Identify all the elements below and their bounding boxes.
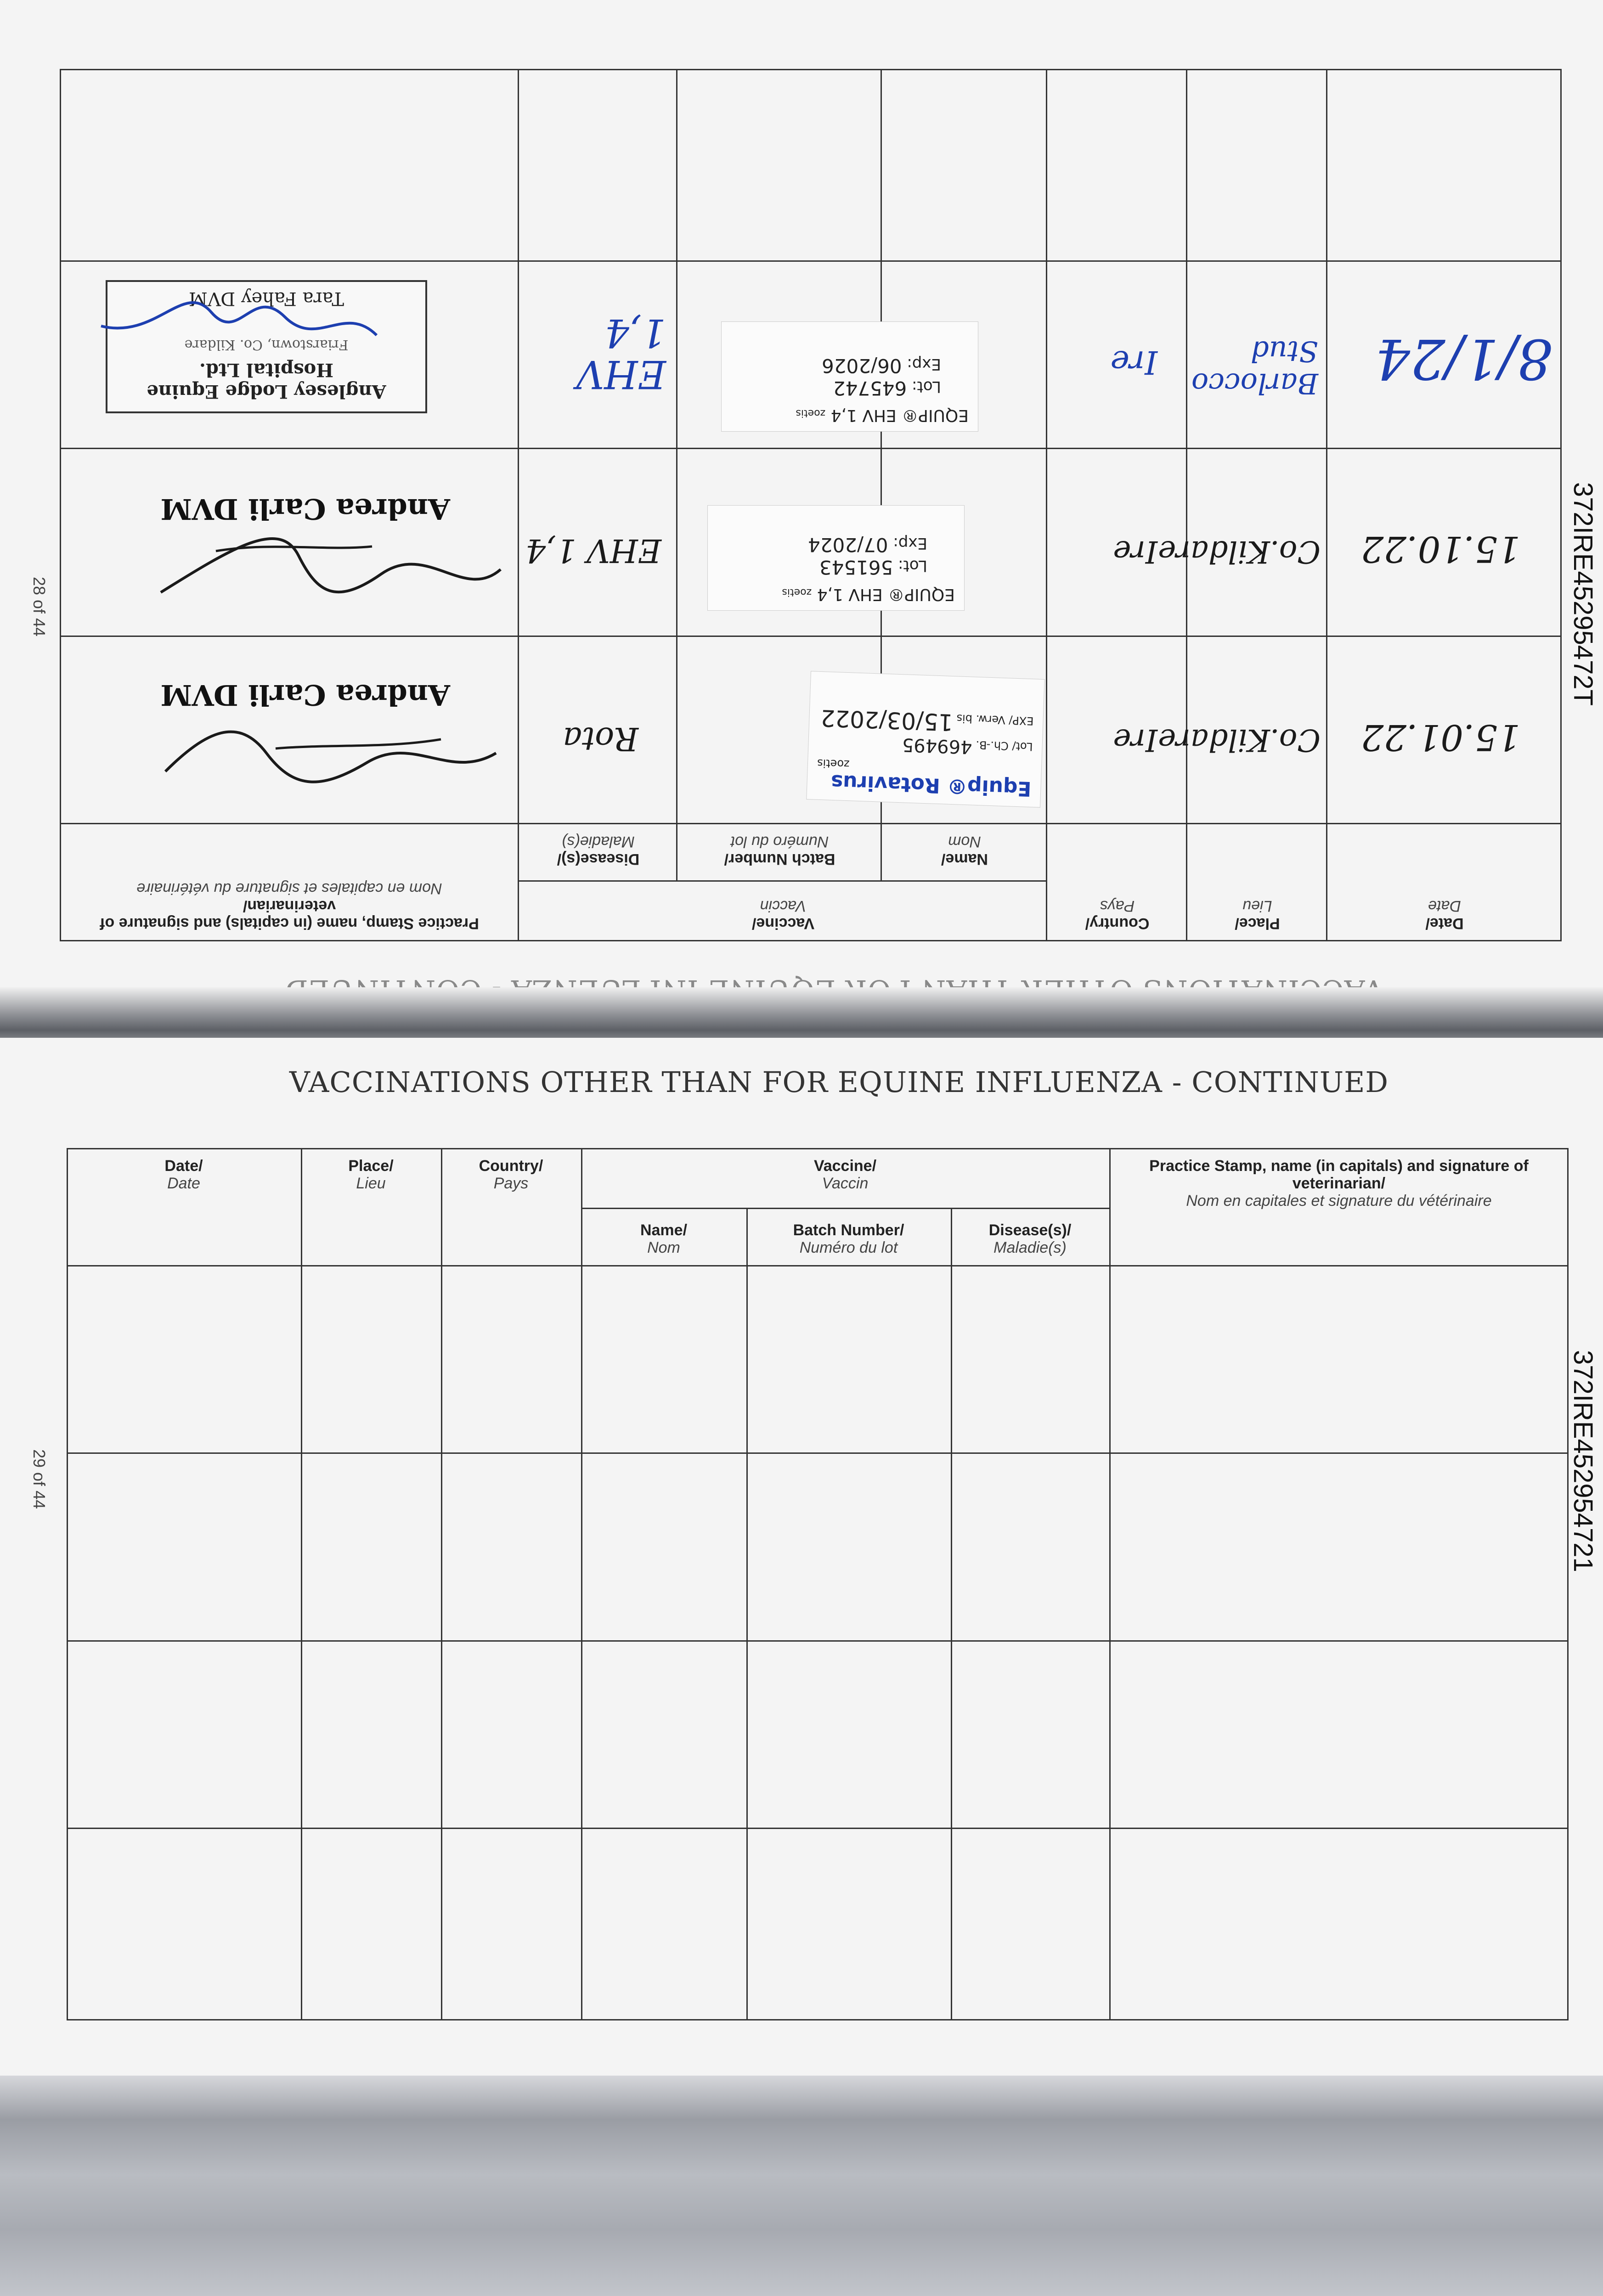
label-lot-caption: Lot: (898, 557, 927, 575)
header-name: Name/ Nom (640, 1221, 688, 1256)
column-rule (1326, 69, 1327, 941)
header-vaccine: Vaccine/ Vaccin (813, 1157, 877, 1192)
label-exp: 15/03/2022 (820, 704, 954, 736)
row-rule (67, 1640, 1569, 1642)
entry-3-disease: EHV 1,4 (576, 310, 666, 397)
header-stamp: Practice Stamp, name (in capitals) and signature of veterinarian/ Nom en capitales et signature du vétérinaire (1149, 1157, 1529, 1210)
book-cover (0, 2076, 1603, 2296)
signature-entry-1 (138, 716, 505, 808)
entry-1-disease: Rota (563, 720, 638, 758)
header-batch: Batch Number/ Numéro du lot (724, 833, 835, 868)
label-exp-caption: Exp: (907, 355, 941, 373)
vaccination-table-page-28 (60, 69, 1562, 941)
row-rule (60, 448, 1562, 449)
label-brand: EQUIP® EHV 1,4 (817, 585, 955, 604)
column-rule (746, 1208, 748, 2020)
column-rule (441, 1148, 442, 2020)
label-exp-caption: EXP/ Verw. bis (956, 712, 1034, 728)
page-number-29: 29 of 44 (30, 1449, 49, 1509)
header-place: Place/ Lieu (348, 1157, 394, 1192)
header-country: Country/ Pays (1085, 897, 1150, 932)
entry-2-place: Co.Kildare (1158, 534, 1321, 569)
signature-entry-2 (142, 528, 510, 620)
header-country: Country/ Pays (479, 1157, 543, 1192)
label-lot: 645742 (833, 377, 907, 400)
entry-3-place: Barlocco Stud (1191, 335, 1318, 400)
row-rule (67, 1828, 1569, 1829)
entry-2-vet-name: Andrea Carli DVM (160, 492, 450, 526)
label-exp: 06/2026 (822, 355, 902, 377)
row-rule (60, 636, 1562, 637)
label-lot-caption: Lot: (912, 377, 941, 396)
entry-1-vaccine-label (806, 671, 1044, 808)
entry-1-place: Co.Kildare (1158, 722, 1321, 758)
label-lot-caption: Lot/ Ch.-B. (975, 738, 1033, 754)
entry-2-date: 15.10.22 (1360, 528, 1520, 569)
label-exp: 07/2024 (808, 534, 888, 556)
stamp-address: Friarstown, Co. Kildare (184, 337, 349, 353)
page-29 (0, 1038, 1603, 2085)
entry-2-vaccine-label (707, 505, 965, 611)
header-vaccine: Vaccine/ Vaccin (751, 897, 815, 932)
header-name: Name/ Nom (941, 833, 988, 868)
label-lot: 469495 (902, 734, 973, 758)
header-disease: Disease(s)/ Maladie(s) (988, 1221, 1072, 1256)
label-brand: Equip® Rotavirus (830, 770, 1032, 801)
header-date: Date/ Date (1425, 897, 1464, 932)
row-rule (60, 823, 1562, 824)
table-border (67, 1148, 1569, 2020)
entry-3-country: Ire (1110, 343, 1157, 381)
label-maker: zoetis (782, 586, 812, 598)
header-date: Date/ Date (164, 1157, 203, 1192)
header-stamp: Practice Stamp, name (in capitals) and signature of veterinarian/ Nom en capitales et signature du vétérinaire (100, 880, 479, 932)
stamp-practice-name: Anglesey Lodge Equine Hospital Ltd. (147, 359, 386, 402)
row-rule (581, 1208, 1109, 1209)
column-rule (1109, 1148, 1111, 2020)
page-28 (0, 0, 1603, 1006)
row-rule (67, 1265, 1569, 1266)
header-batch: Batch Number/ Numéro du lot (793, 1221, 904, 1256)
passport-number-29: 372IRE452954721 (1568, 1350, 1598, 1572)
page-number-28: 28 of 44 (30, 576, 49, 637)
entry-2-disease: EHV 1,4 (525, 532, 661, 569)
passport-number-28: 372IRE45295472T (1568, 482, 1598, 706)
banner-page-29: VACCINATIONS OTHER THAN FOR EQUINE INFLUENZA - CONTINUED (289, 1065, 1389, 1099)
label-lot: 561543 (819, 556, 893, 579)
row-rule (519, 880, 1047, 882)
entry-3-date: 8/1/24 (1375, 326, 1552, 390)
label-exp-caption: Exp: (893, 534, 927, 552)
column-rule (1186, 69, 1187, 941)
entry-1-country: Ire (1113, 722, 1157, 758)
label-maker: zoetis (817, 756, 850, 771)
column-rule (1046, 69, 1047, 941)
row-rule (60, 260, 1562, 262)
label-brand: EQUIP® EHV 1,4 (830, 406, 969, 425)
entry-3-vaccine-label (721, 321, 978, 432)
entry-2-country: Ire (1113, 534, 1157, 569)
signature-entry-3 (87, 298, 386, 354)
row-rule (67, 1452, 1569, 1454)
entry-1-date: 15.01.22 (1360, 716, 1520, 758)
column-rule (951, 1208, 952, 2020)
column-rule (518, 69, 519, 941)
label-maker: zoetis (796, 407, 826, 419)
column-rule (676, 69, 677, 882)
column-rule (301, 1148, 302, 2020)
column-rule (581, 1148, 582, 2020)
entry-1-vet-name: Andrea Carli DVM (160, 678, 450, 712)
stamp-vet-name: Tara Fahey DVM (189, 288, 344, 309)
header-place: Place/ Lieu (1235, 897, 1280, 932)
header-disease: Disease(s)/ Maladie(s) (557, 833, 640, 868)
vaccination-table-page-29 (67, 1148, 1569, 2020)
